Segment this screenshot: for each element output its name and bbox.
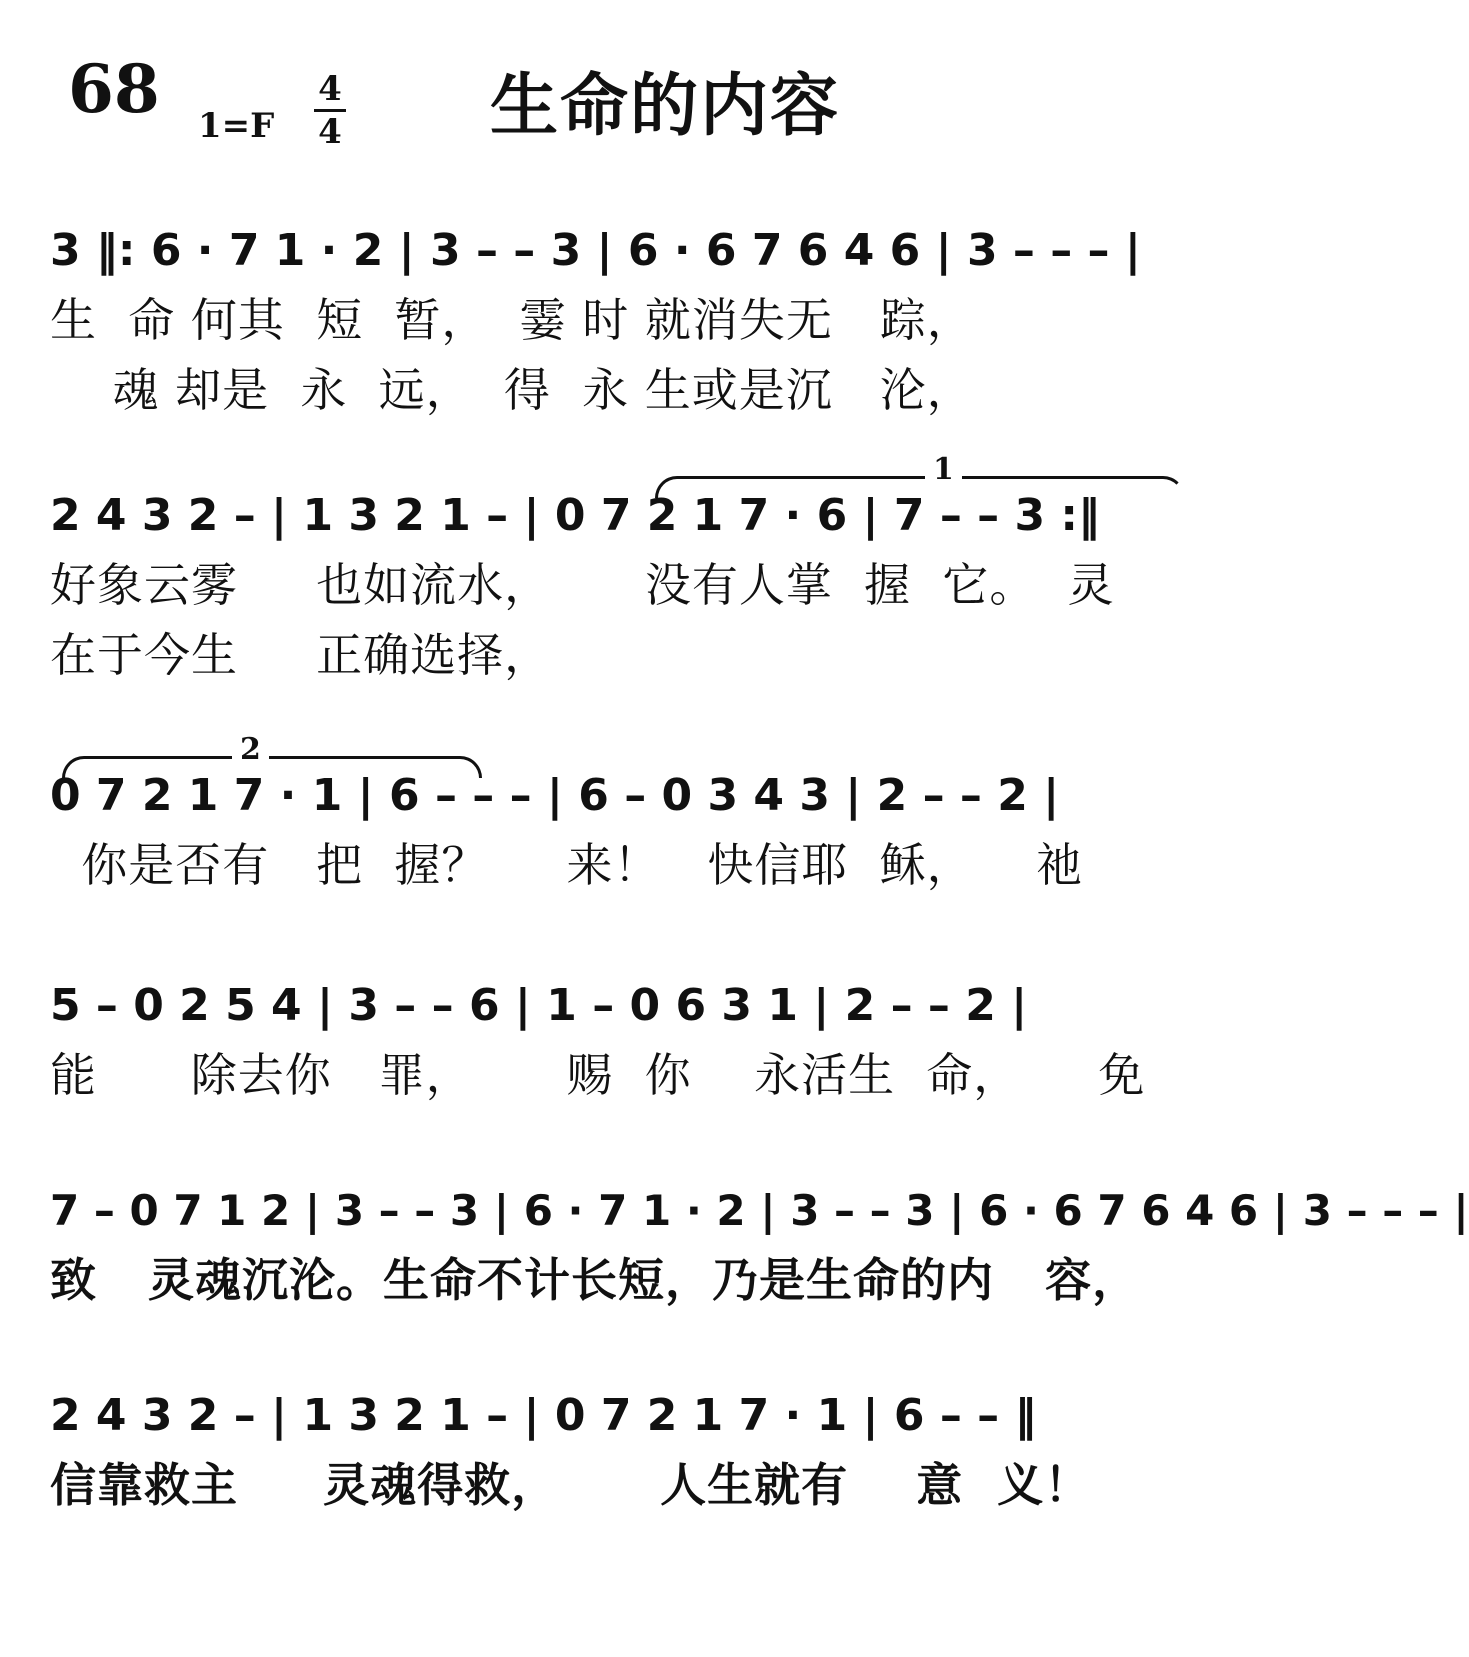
time-signature bbox=[310, 70, 350, 151]
score-line-3 bbox=[50, 732, 1250, 900]
score-line-4 bbox=[50, 970, 1250, 1110]
score-line-1 bbox=[50, 215, 1250, 425]
time-signature-bottom: 4 bbox=[318, 112, 342, 152]
time-signature-top: 4 bbox=[318, 69, 342, 109]
notation-line-5: 7 – 0 7 1 2 | 3 – – 3 | 6 · 7 1 · 2 | 3 – – 3 | 6 · 6 7 6 4 6 | 3 – – – | bbox=[50, 1185, 1469, 1235]
lyrics-line-5: 致 灵魂沉沦。生命不计长短，乃是生命的内 容， bbox=[50, 1253, 1140, 1307]
notation-line-4: 5 – 0 2 5 4 | 3 – – 6 | 1 – 0 6 3 1 | 2 – – 2 | bbox=[50, 979, 1028, 1031]
second-ending-number: 2 bbox=[232, 732, 269, 767]
score-header bbox=[60, 40, 1240, 160]
key-signature: 1=F bbox=[198, 106, 275, 146]
lyrics-line-6: 信靠救主 灵魂得救， 人生就有 意 义！ bbox=[50, 1458, 1092, 1512]
notation-line-2: 2 4 3 2 – | 1 3 2 1 – | 0 7 2 1 7 · 6 | 7 – – 3 :‖ bbox=[50, 489, 1101, 541]
score-line-5 bbox=[50, 1175, 1469, 1315]
score-line-2 bbox=[50, 452, 1250, 690]
score-line-6 bbox=[50, 1380, 1250, 1520]
first-ending-bracket bbox=[655, 452, 1185, 498]
lyrics-line-3: 你是否有 把 握？ 来！ 快信耶 稣， 祂 bbox=[50, 838, 1084, 892]
second-ending-bracket bbox=[62, 732, 482, 778]
lyrics-line-4: 能 除去你 罪， 赐 你 永活生 命， 免 bbox=[50, 1048, 1146, 1102]
lyrics-line-1-verse-1: 生 命 何其 短 暂， 霎 时 就消失无 踪， bbox=[50, 293, 974, 347]
notation-line-3: 0 7 2 1 7 · 1 | 6 – – – | 6 – 0 3 4 3 | 2 – – 2 | bbox=[50, 769, 1060, 821]
lyrics-line-1-verse-2: 魂 却是 永 远， 得 永 生或是沉 沦， bbox=[50, 363, 974, 417]
lyrics-line-2-verse-1: 好象云雾 也如流水， 没有人掌 握 它。 灵 bbox=[50, 558, 1115, 612]
song-number: 68 bbox=[68, 50, 160, 128]
notation-line-1: 3 ‖: 6 · 7 1 · 2 | 3 – – 3 | 6 · 6 7 6 4 6 | 3 – – – | bbox=[50, 224, 1141, 276]
lyrics-line-2-verse-2: 在于今生 正确选择， bbox=[50, 628, 552, 682]
song-title: 生命的内容 bbox=[490, 67, 841, 146]
first-ending-number: 1 bbox=[925, 452, 962, 487]
notation-line-6: 2 4 3 2 – | 1 3 2 1 – | 0 7 2 1 7 · 1 | 6 – – ‖ bbox=[50, 1389, 1037, 1441]
